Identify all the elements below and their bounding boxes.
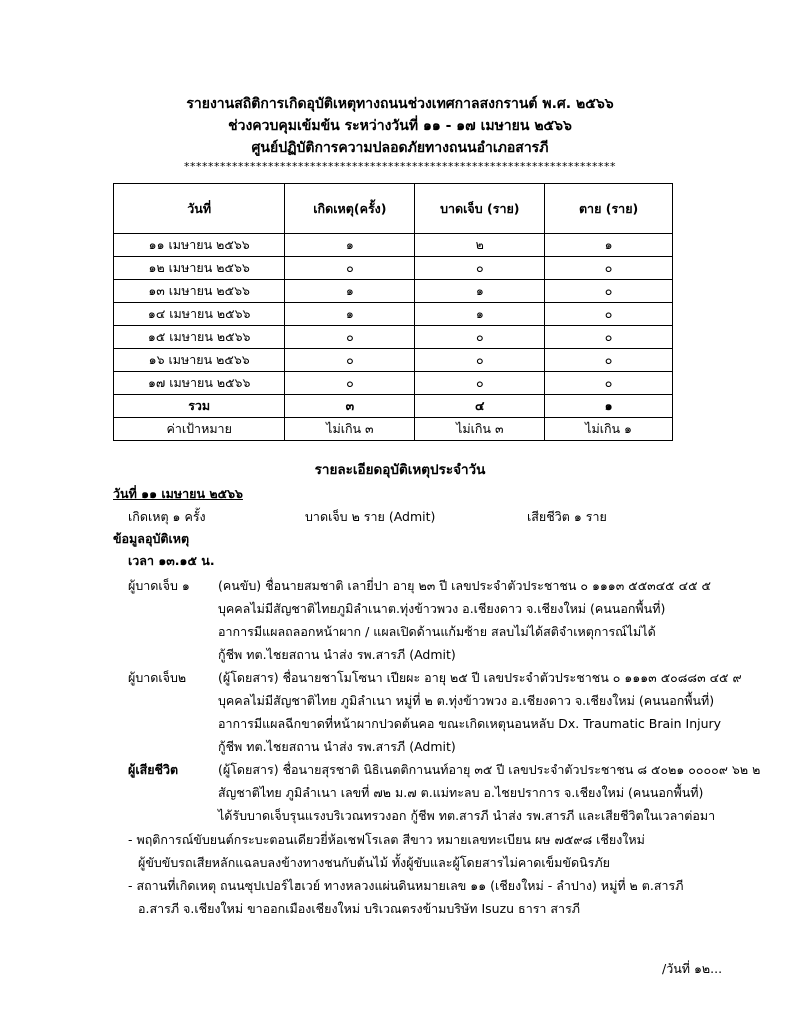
statistics-table: [113, 183, 673, 441]
cell-date: ๑๖ เมษายน ๒๕๖๖: [114, 349, 285, 372]
total-dead: ๑: [545, 395, 673, 418]
cell-date: ๑๓ เมษายน ๒๕๖๖: [114, 280, 285, 303]
injured1-line: กู้ชีพ ทต.ไชยสถาน นำส่ง รพ.สารภี (Admit): [218, 647, 456, 662]
cell-dead: ๐: [545, 303, 673, 326]
cell-date: ๑๑ เมษายน ๒๕๖๖: [114, 234, 285, 257]
target-dead: ไม่เกิน ๑: [545, 418, 673, 441]
cell-dead: ๐: [545, 372, 673, 395]
cell-incidents: ๑: [285, 303, 415, 326]
dead-line: สัญชาติไทย ภูมิลำเนา เลขที่ ๗๒ ม.๗ ต.แม่ทะลบ อ.ไชยปราการ จ.เชียงใหม่ (คนนอกพื้นที่): [218, 785, 704, 800]
cell-incidents: ๐: [285, 326, 415, 349]
location-line: - สถานที่เกิดเหตุ ถนนซุปเปอร์ไฮเวย์ ทางหลวงแผ่นดินหมายเลข ๑๑ (เชียงใหม่ - ลำปาง) หมู่ที่ ๒ ต.สารภี: [128, 878, 684, 893]
cell-injured: ๑: [415, 280, 545, 303]
injured2-label: ผู้บาดเจ็บ๒: [128, 670, 187, 685]
target-injured: ไม่เกิน ๓: [415, 418, 545, 441]
star-divider: ************************************************************************: [184, 160, 616, 173]
location-line: อ.สารภี จ.เชียงใหม่ ขาออกเมืองเชียงใหม่ บริเวณตรงข้ามบริษัท Isuzu ธารา สารภี: [138, 901, 581, 916]
behavior-line: ผู้ขับขับรถเสียหลักแฉลบลงข้างทางชนกับต้นไม้ ทั้งผู้ขับและผู้โดยสารไม่คาดเข็มขัดนิรภัย: [138, 855, 610, 870]
injured2-line: อาการมีแผลฉีกขาดที่หน้าผากปวดต้นคอ ขณะเกิดเหตุนอนหลับ Dx. Traumatic Brain Injury: [218, 716, 722, 731]
accident-time: เวลา ๑๓.๑๕ น.: [128, 553, 215, 568]
cell-date: ๑๕ เมษายน ๒๕๖๖: [114, 326, 285, 349]
table-row: [114, 257, 673, 280]
total-injured: ๔: [415, 395, 545, 418]
cell-injured: ๐: [415, 326, 545, 349]
cell-dead: ๐: [545, 280, 673, 303]
cell-dead: ๐: [545, 349, 673, 372]
col-dead-header: ตาย (ราย): [545, 184, 673, 234]
dead-line: ได้รับบาดเจ็บรุนแรงบริเวณทรวงอก กู้ชีพ ทต.สารภี นำส่ง รพ.สารภี และเสียชีวิตในเวลาต่อมา: [218, 808, 716, 823]
injured2-line: (ผู้โดยสาร) ชื่อนายชาโมโซนา เปียผะ อายุ ๒๕ ปี เลขประจำตัวประชาชน ๐ ๑๑๑๓ ๕๐๘๘๓ ๔๕ ๙: [218, 670, 742, 685]
summary-injured: บาดเจ็บ ๒ ราย (Admit): [305, 509, 436, 524]
cell-dead: ๐: [545, 326, 673, 349]
summary-dead: เสียชีวิต ๑ ราย: [527, 509, 607, 524]
col-injured-header: บาดเจ็บ (ราย): [415, 184, 545, 234]
table-row: [114, 349, 673, 372]
injured1-label: ผู้บาดเจ็บ ๑: [128, 578, 190, 593]
cell-incidents: ๑: [285, 280, 415, 303]
summary-incidents: เกิดเหตุ ๑ ครั้ง: [128, 509, 206, 524]
table-row: [114, 280, 673, 303]
report-title: รายงานสถิติการเกิดอุบัติเหตุทางถนนช่วงเทศกาลสงกรานต์ พ.ศ. ๒๕๖๖: [186, 96, 614, 112]
total-incidents: ๓: [285, 395, 415, 418]
cell-dead: ๐: [545, 257, 673, 280]
col-date-header: วันที่: [114, 184, 285, 234]
cell-date: ๑๗ เมษายน ๒๕๖๖: [114, 372, 285, 395]
cell-incidents: ๑: [285, 234, 415, 257]
cell-injured: ๐: [415, 372, 545, 395]
target-incidents: ไม่เกิน ๓: [285, 418, 415, 441]
injured1-line: (คนขับ) ชื่อนายสมชาติ เลายี่ปา อายุ ๒๓ ปี เลขประจำตัวประชาชน ๐ ๑๑๑๓ ๕๕๓๔๕ ๔๕ ๕: [218, 578, 711, 593]
cell-dead: ๑: [545, 234, 673, 257]
details-title: รายละเอียดอุบัติเหตุประจำวัน: [314, 462, 486, 478]
cell-injured: ๒: [415, 234, 545, 257]
table-header-row: [114, 184, 673, 234]
cell-incidents: ๐: [285, 257, 415, 280]
cell-injured: ๑: [415, 303, 545, 326]
injured1-line: อาการมีแผลถลอกหน้าผาก / แผลเปิดด้านแก้มซ้าย สลบไม่ได้สติจำเหตุการณ์ไม่ได้: [218, 624, 656, 639]
table-row: [114, 303, 673, 326]
cell-incidents: ๐: [285, 372, 415, 395]
table-row: [114, 372, 673, 395]
cell-injured: ๐: [415, 257, 545, 280]
table-row: [114, 234, 673, 257]
report-center: ศูนย์ปฏิบัติการความปลอดภัยทางถนนอำเภอสารภี: [251, 140, 549, 156]
cell-date: ๑๔ เมษายน ๒๕๖๖: [114, 303, 285, 326]
dead-label: ผู้เสียชีวิต: [128, 762, 179, 777]
injured1-line: บุคคลไม่มีสัญชาติไทยภูมิลำเนาต.ทุ่งข้าวพวง อ.เชียงดาว จ.เชียงใหม่ (คนนอกพื้นที่): [218, 601, 666, 616]
report-period: ช่วงควบคุมเข้มข้น ระหว่างวันที่ ๑๑ - ๑๗ เมษายน ๒๕๖๖: [228, 118, 572, 134]
cell-injured: ๐: [415, 349, 545, 372]
total-label: รวม: [114, 395, 285, 418]
details-date: วันที่ ๑๑ เมษายน ๒๕๖๖: [113, 486, 243, 501]
info-heading: ข้อมูลอุบัติเหตุ: [113, 531, 190, 546]
dead-line: (ผู้โดยสาร) ชื่อนายสุรชาติ นิธิเนตติกานนท์อายุ ๓๕ ปี เลขประจำตัวประชาชน ๘ ๕๐๒๑ ๐๐๐๐๙ ๖๒ ๒: [218, 762, 761, 777]
cell-date: ๑๒ เมษายน ๒๕๖๖: [114, 257, 285, 280]
cell-incidents: ๐: [285, 349, 415, 372]
behavior-line: - พฤติการณ์ขับยนต์กระบะตอนเดียวยี่ห้อเชฟโรเลต สีขาว หมายเลขทะเบียน ผษ ๗๕๙๘ เชียงใหม่: [128, 832, 645, 847]
next-page-marker: /วันที่ ๑๒...: [662, 961, 723, 976]
injured2-line: บุคคลไม่มีสัญชาติไทย ภูมิลำเนา หมู่ที่ ๒ ต.ทุ่งข้าวพวง อ.เชียงดาว จ.เชียงใหม่ (คนนอกพื้นที่): [218, 693, 715, 708]
total-row: [114, 395, 673, 418]
col-incidents-header: เกิดเหตุ(ครั้ง): [285, 184, 415, 234]
target-label: ค่าเป้าหมาย: [114, 418, 285, 441]
table-row: [114, 326, 673, 349]
target-row: [114, 418, 673, 441]
injured2-line: กู้ชีพ ทต.ไชยสถาน นำส่ง รพ.สารภี (Admit): [218, 739, 456, 754]
